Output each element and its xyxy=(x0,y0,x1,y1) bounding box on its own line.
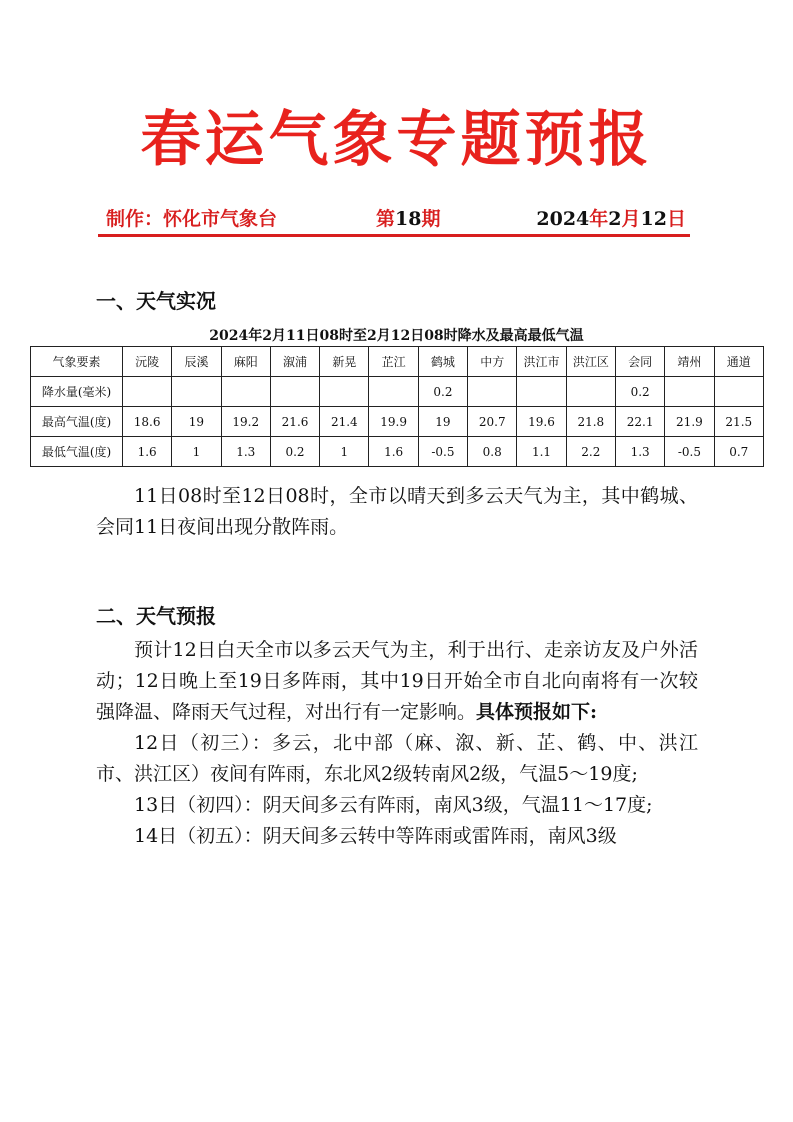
table-cell: 19.9 xyxy=(369,407,418,437)
row-label: 降水量(毫米) xyxy=(31,377,123,407)
table-cell: 21.5 xyxy=(714,407,763,437)
section2-heading: 二、天气预报 xyxy=(96,604,216,628)
table-cell: 0.2 xyxy=(270,437,319,467)
report-meta xyxy=(100,204,690,232)
header-cell-station: 靖州 xyxy=(665,347,714,377)
issue-number: 第18期 xyxy=(376,208,441,230)
summary-paragraph: 11日08时至12日08时，全市以晴天到多云天气为主，其中鹤城、会同11日夜间出现分散阵雨。 xyxy=(96,485,698,538)
table-row xyxy=(31,407,764,437)
table-cell xyxy=(566,377,615,407)
table-cell: 1.6 xyxy=(123,437,172,467)
header-rule xyxy=(98,234,690,237)
row-label: 最低气温(度) xyxy=(31,437,123,467)
table-cell: 1.6 xyxy=(369,437,418,467)
section1-heading: 一、天气实况 xyxy=(96,289,216,313)
table-cell xyxy=(123,377,172,407)
forecast-intro: 预计12日白天全市以多云天气为主，利于出行、走亲访友及户外活动；12日晚上至19日多阵雨，其中19日开始全市自北向南将有一次较强降温、降雨天气过程，对出行有一定影响。具体预报如下: xyxy=(96,639,698,723)
header-cell-station: 辰溪 xyxy=(172,347,221,377)
header-cell-station: 溆浦 xyxy=(270,347,319,377)
table-cell xyxy=(517,377,566,407)
header-cell-station: 鹤城 xyxy=(418,347,467,377)
table-cell: 22.1 xyxy=(615,407,664,437)
table-cell: -0.5 xyxy=(665,437,714,467)
table-cell: 0.7 xyxy=(714,437,763,467)
row-label: 最高气温(度) xyxy=(31,407,123,437)
table-cell xyxy=(369,377,418,407)
header-cell-station: 新晃 xyxy=(320,347,369,377)
table-cell: 1 xyxy=(320,437,369,467)
issue-date: 2024年2月12日 xyxy=(536,208,686,230)
table-cell: 19.2 xyxy=(221,407,270,437)
table-cell: 0.2 xyxy=(615,377,664,407)
table-cell: 0.8 xyxy=(468,437,517,467)
header-cell-station: 沅陵 xyxy=(123,347,172,377)
report-title: 春运气象专题预报 xyxy=(140,105,653,175)
table-cell: 2.2 xyxy=(566,437,615,467)
table-cell: 19 xyxy=(172,407,221,437)
weather-table xyxy=(30,346,764,467)
table-cell: 18.6 xyxy=(123,407,172,437)
table-cell: 21.4 xyxy=(320,407,369,437)
table-cell: 20.7 xyxy=(468,407,517,437)
table-cell: 1 xyxy=(172,437,221,467)
table-cell xyxy=(468,377,517,407)
header-cell-station: 麻阳 xyxy=(221,347,270,377)
table-cell xyxy=(221,377,270,407)
table-cell: 1.3 xyxy=(221,437,270,467)
table-cell: 19 xyxy=(418,407,467,437)
table-cell: 21.6 xyxy=(270,407,319,437)
table-cell: 21.8 xyxy=(566,407,615,437)
table-cell: 1.1 xyxy=(517,437,566,467)
table-cell xyxy=(172,377,221,407)
table-cell: -0.5 xyxy=(418,437,467,467)
table-cell: 0.2 xyxy=(418,377,467,407)
header-cell-station: 中方 xyxy=(468,347,517,377)
table-cell: 21.9 xyxy=(665,407,714,437)
header-cell-station: 通道 xyxy=(714,347,763,377)
publisher: 制作：怀化市气象台 xyxy=(106,208,278,230)
header-cell-station: 洪江区 xyxy=(566,347,615,377)
table-caption: 2024年2月11日08时至2月12日08时降水及最高最低气温 xyxy=(209,328,584,344)
header-cell-label: 气象要素 xyxy=(31,347,123,377)
forecast-day-12: 12日（初三）：多云，北中部（麻、溆、新、芷、鹤、中、洪江市、洪江区）夜间有阵雨，东北风2级转南风2级，气温5～19度; xyxy=(96,732,698,785)
header-cell-station: 会同 xyxy=(615,347,664,377)
table-cell: 19.6 xyxy=(517,407,566,437)
header-cell-station: 洪江市 xyxy=(517,347,566,377)
table-cell xyxy=(665,377,714,407)
forecast-body xyxy=(96,635,698,852)
table-row xyxy=(31,437,764,467)
forecast-day-13: 13日（初四）：阴天间多云有阵雨，南风3级，气温11～17度; xyxy=(134,794,653,816)
table-cell: 1.3 xyxy=(615,437,664,467)
table-cell xyxy=(320,377,369,407)
table-cell xyxy=(270,377,319,407)
table-row xyxy=(31,377,764,407)
table-header-row xyxy=(31,347,764,377)
table-cell xyxy=(714,377,763,407)
header-cell-station: 芷江 xyxy=(369,347,418,377)
forecast-day-14: 14日（初五）：阴天间多云转中等阵雨或雷阵雨，南风3级 xyxy=(134,825,617,847)
